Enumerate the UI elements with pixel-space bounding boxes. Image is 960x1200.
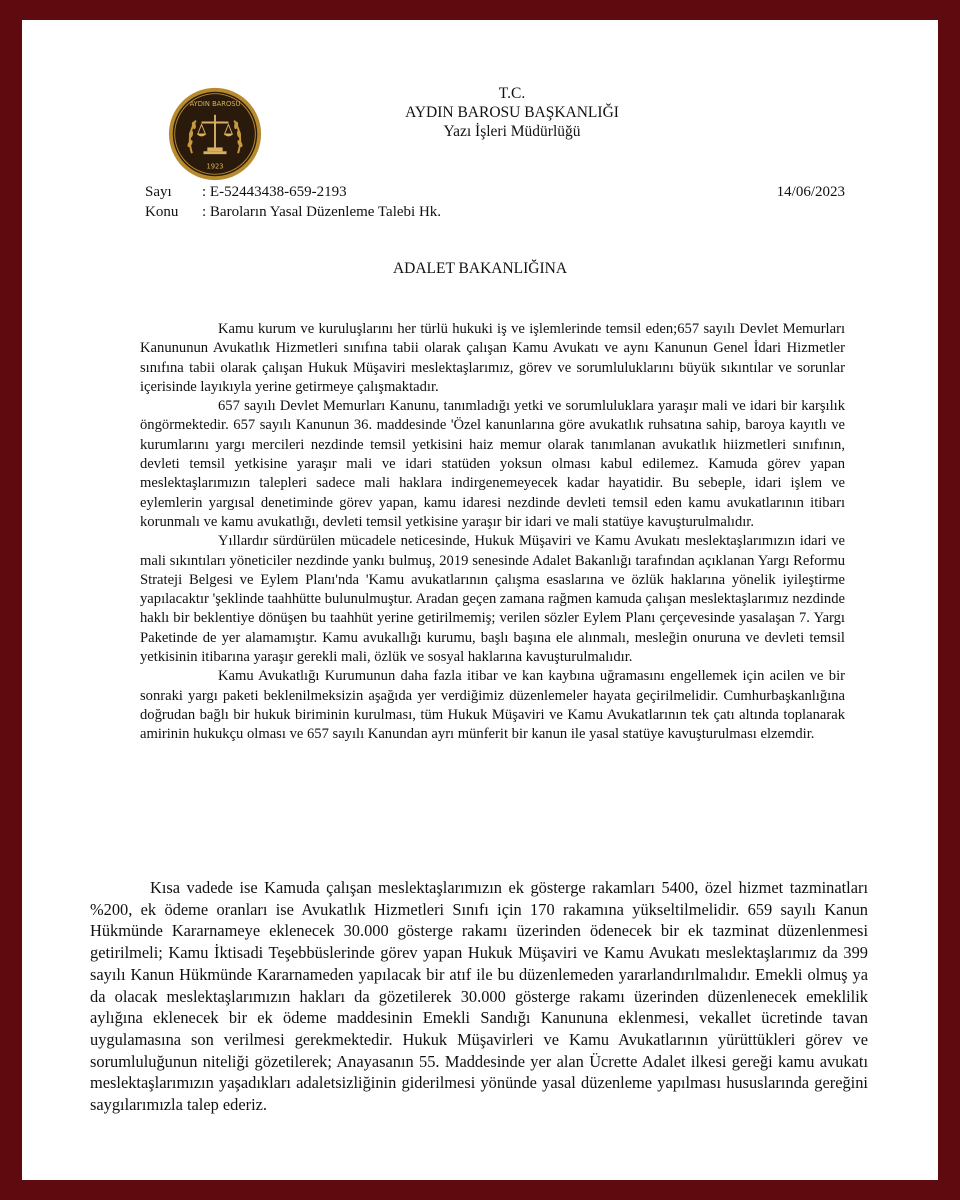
- document-meta: [145, 182, 845, 222]
- bar-association-seal-icon: [167, 86, 263, 182]
- body-paragraph: Kamu Avukatlığı Kurumunun daha fazla itibar ve kan kaybına uğramasını engellemek için acilen ve bir sonraki yargı paketi beklenilmeksizin aşağıda yer verdiğimiz düzenlemeler hayata geçirilmelidir. Cumhurbaşkanlığına doğrudan bağlı bir hukuk biriminin kurulması, tüm Hukuk Müşaviri ve Kamu Avukatlarının tek çatı altında toplanarak amirinin hukukçu olması ve 657 sayılı Kanundan ayrı münferit bir kanun ile yasal statüye kavuşturulması elzemdir.: [140, 668, 845, 743]
- body-paragraph: 657 sayılı Devlet Memurları Kanunu, tanımladığı yetki ve sorumluluklara yaraşır mali ve idari bir karşılık öngörmektedir. 657 sayılı Kanunun 36. maddesinde 'Özel kanunlarına göre avukatlık ruhsatına sahip, baroya kayıtlı ve kurumlarını yargı mercileri nezdinde temsil yetkisini haiz memur olarak tanımlanan avukatlık hiizmetleri sınıfının, devleti temsil yetkisine yaraşır mali ve idari statüden yoksun olması kabul edilemez. Kamuda görev yapan meslektaşlarımızın talepleri sadece mali haklara indirgenemeyecek kadar hayatidir. Bu sebeple, idari işlem ve eylemlerin yargısal denetiminde görev yapan, kamu idaresi nezdinde devleti temsil eden kamu avukatlarının itibarı korunmalı ve kamu avukatlığı, devleti temsil yetkisine yaraşır bir idari ve mali statüye kavuşturulmalıdır.: [140, 398, 845, 530]
- konu-label: Konu: [145, 204, 179, 220]
- document-page: [22, 20, 938, 1180]
- konu-value: : Baroların Yasal Düzenleme Talebi Hk.: [202, 204, 442, 220]
- letterhead: [352, 84, 672, 141]
- konu-row: [145, 202, 845, 222]
- letterhead-line-tc: T.C.: [498, 85, 526, 102]
- body-paragraph: Kamu kurum ve kuruluşlarını her türlü hukuki iş ve işlemlerinde temsil eden;657 sayılı Devlet Memurları Kanununun Avukatlık Hizmetleri sınıfına tabii olarak çalışan Kamu Avukatı ve aynı Kanunun Genel İdari Hizmetler sınıfına tabii olarak çalışan Hukuk Müşaviri meslektaşlarımız, görev ve sorumluluklarını büyük sıkıntılar ve sorunlar içerisinde layıkıyla yerine getirmeye çalışmaktadır.: [140, 321, 845, 395]
- seal-top-text: AYDIN BAROSU: [189, 100, 241, 109]
- closing-section: [90, 877, 868, 1116]
- letterhead-line-bar: AYDIN BAROSU BAŞKANLIĞI: [405, 104, 619, 121]
- sayi-value: : E-52443438-659-2193: [202, 184, 347, 200]
- body-paragraph: Yıllardır sürdürülen mücadele neticesinde, Hukuk Müşaviri ve Kamu Avukatı meslektaşlarımızın idari ve mali sıkıntıları yöneticiler nezdinde yankı bulmuş, 2019 senesinde Adalet Bakanlığı tarafından açıklanan Yargı Reformu Strateji Belgesi ve Eylem Planı'nda 'Kamu avukatlarının çalışma esaslarına ve özlük haklarına yönelik iyileştirme yapılacaktır 'şeklinde taahhütte bulunulmuştur. Aradan geçen zamana rağmen kamuda çalışan meslektaşlarımız nezdinde haklı bir beklentiye dönüşen bu taahhüt yerine getirilmemiş; verilen sözler Eylem Planı çerçevesinde yasalaşan 7. Yargı Paketinde de yer alamamıştır. Kamu avukallığı kurumu, başlı başına ele alınmalı, mesleğin onuruna ve devleti temsil yetkisinin itibarına yaraşır gerekli mali, özlük ve sosyal haklarına kavuşturulmalıdır.: [140, 533, 845, 666]
- addressee: ADALET BAKANLIĞINA: [392, 260, 568, 277]
- sayi-label: Sayı: [145, 184, 172, 200]
- letterhead-line-office: Yazı İşleri Müdürlüğü: [443, 123, 581, 140]
- letter-body: [140, 320, 845, 745]
- closing-paragraph: Kısa vadede ise Kamuda çalışan meslektaşlarımızın ek gösterge rakamları 5400, özel hizmet tazminatları %200, ek ödeme oranları ise Avukatlık Hizmetleri Sınıfı için 170 rakamına yükseltilmelidir. 659 sayılı Kanun Hükmünde Kararnameye eklenecek 30.000 gösterge rakamı üzerinden ödenecek bir ek tazminat düzenlenmesi getirilmeli; Kamu İktisadi Teşebbüslerinde görev yapan Hukuk Müşaviri ve Kamu Avukatı meslektaşlarımız da 399 sayılı Kanun Hükmünde Kararnameden yapılacak bir atıf ile bu düzenlemeden yararlandırılmalıdır. Emekli olmuş ya da olacak meslektaşlarımızın hakları da gözetilerek 30.000 gösterge rakamı üzerinden düzenlenecek emeklilik aylığına eklenecek bir ek ödeme maddesinin Emekli Sandığı Kanununa eklenmesi, vekallet ücretinde tavan uygulamasına son verilmesi gerekmektedir. Hukuk Müşavirleri ve Kamu Avukatlarının yürüttükleri görev ve sorumluluğunun niteliği gözetilerek; Anayasanın 55. Maddesinde yer alan Ücrette Adalet ilkesi gereği kamu avukatı meslektaşlarımızın yaşadıkları adaletsizliğinin giderilmesi yönünde yasal düzenleme yapılması hususlarında gereğini saygılarımızla talep ederiz.: [90, 878, 868, 1115]
- sayi-row: [145, 182, 845, 202]
- document-date: 14/06/2023: [776, 184, 845, 200]
- seal-year: 1923: [206, 162, 224, 171]
